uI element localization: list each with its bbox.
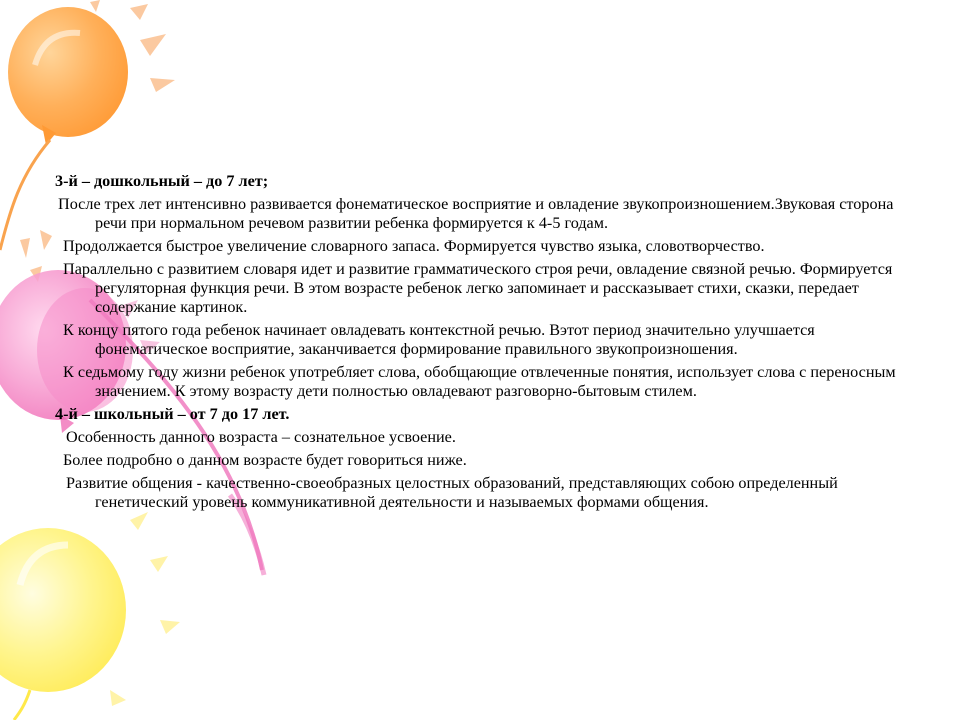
paragraph: Особенность данного возраста – сознательное усвоение. (66, 428, 456, 446)
paragraph: После трех лет интенсивно развивается фонематическое восприятие и овладение звукопроизношением.Звуковая сторона речи при нормальном речевом развитии ребенка формируется к 4-5 годам. (58, 195, 894, 232)
paragraph: Продолжается быстрое увеличение словарного запаса. Формируется чувство языка, словотворчество. (63, 237, 765, 255)
yellow-balloon (0, 528, 126, 720)
paragraph-heading-preschool (55, 172, 905, 191)
paragraph-heading-school (55, 405, 905, 424)
heading-preschool: 3-й – дошкольный – до 7 лет (55, 172, 263, 190)
paragraph: Более подробно о данном возрасте будет говориться ниже. (63, 451, 467, 469)
paragraph: К концу пятого года ребенок начинает овладевать контекстной речью. Вэтот период значительно улучшается фонематическое восприятие, заканчивается формирование правильного звукопроизношения. (63, 321, 815, 358)
paragraph: Параллельно с развитием словаря идет и развитие грамматического строя речи, овладение связной речью. Формируется регуляторная функция речи. В этом возрасте ребенок легко запоминает и рассказывает стихи, сказки, передает содержание картинок. (63, 260, 893, 316)
paragraph: Развитие общения - качественно-своеобразных целостных образований, представляющих собою определенный генетический уровень коммуникативной деятельности и называемых формами общения. (66, 474, 838, 511)
heading-school: 4-й – школьный – от 7 до 17 лет. (55, 405, 290, 423)
slide-text-body (55, 172, 905, 516)
paragraph: К седьмому году жизни ребенок употребляет слова, обобщающие отвлеченные понятия, использует слова с переносным значением. К этому возрасту дети полностью овладевают разговорно-бытовым стилем. (63, 363, 896, 400)
heading-preschool-suffix: ; (262, 172, 269, 190)
